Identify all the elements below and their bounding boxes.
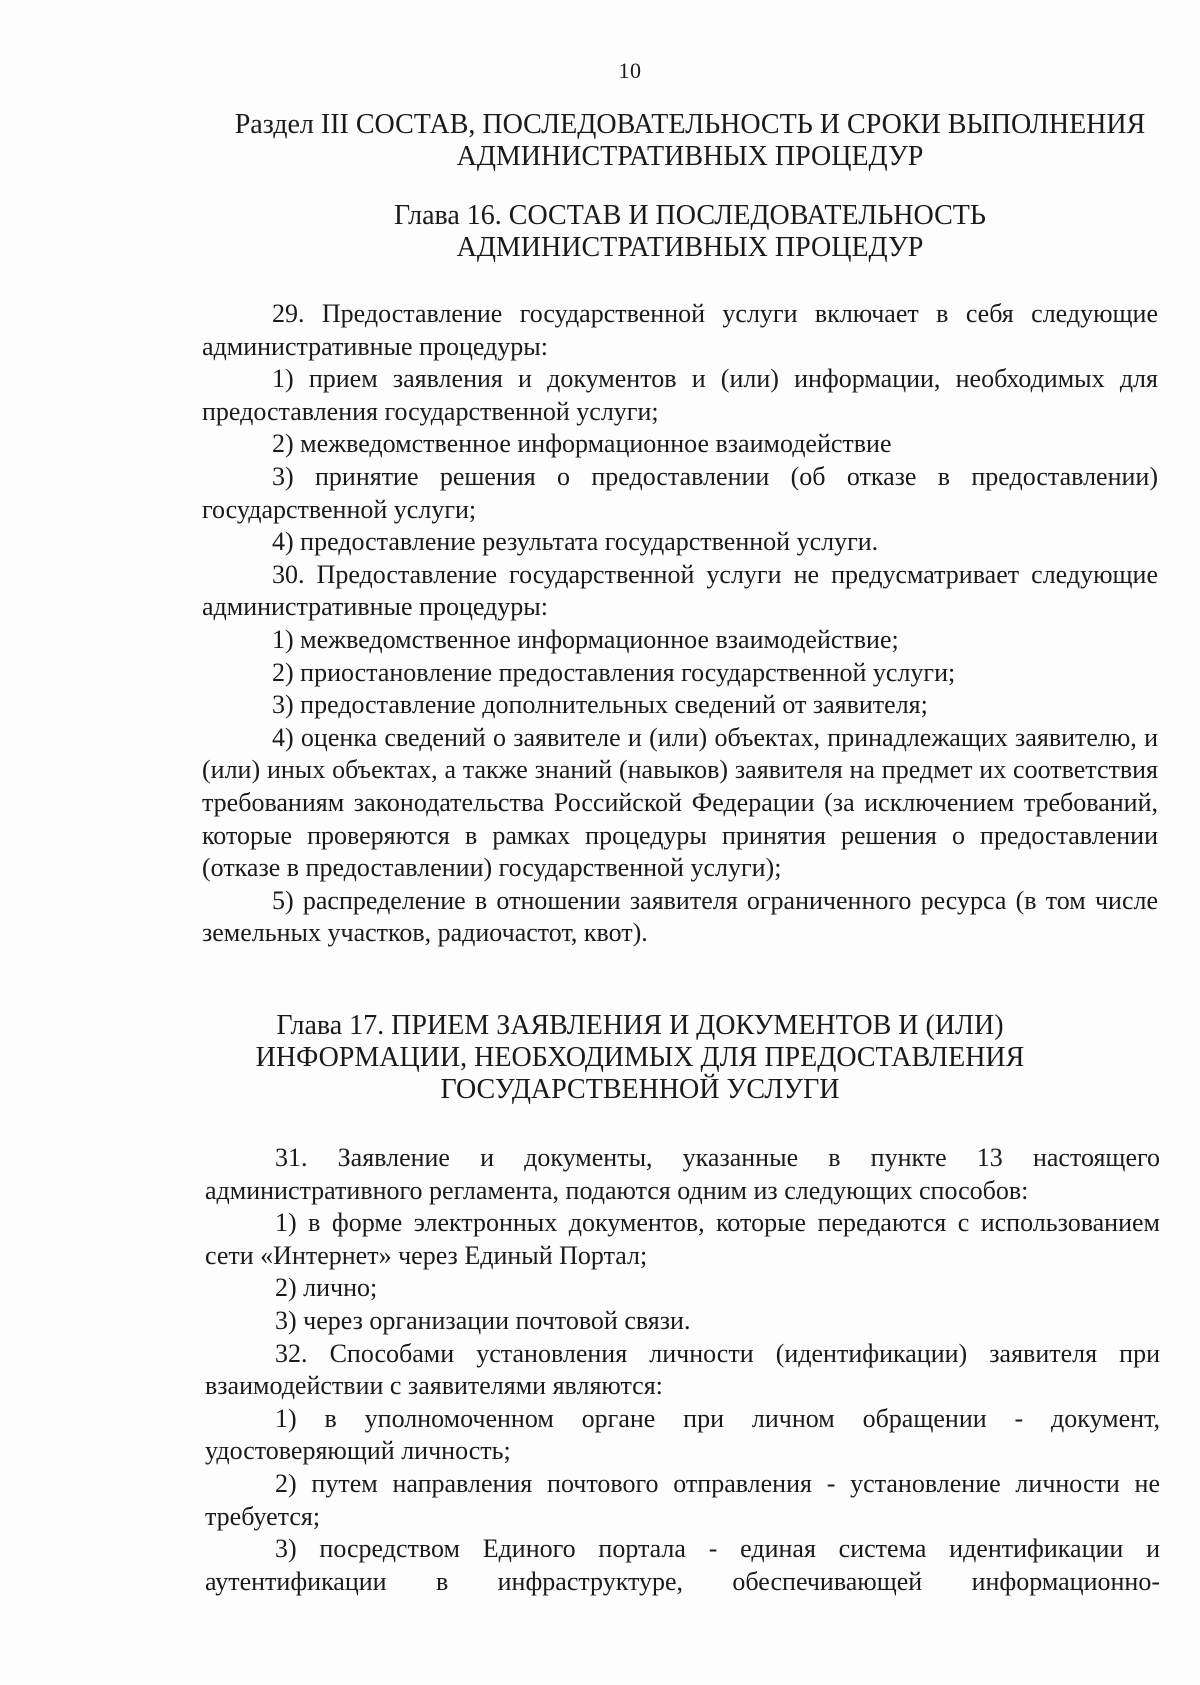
chapter-17-heading-line-3: ГОСУДАРСТВЕННОЙ УСЛУГИ — [440, 1074, 840, 1105]
section-heading-line-2: АДМИНИСТРАТИВНЫХ ПРОЦЕДУР — [456, 141, 924, 172]
list-item: 5) распределение в отношении заявителя ограниченного ресурса (в том числе земельных участков, радиочастот, квот). — [202, 885, 1158, 948]
list-item: 2) лично; — [275, 1273, 378, 1303]
chapter-17-heading-line-1: Глава 17. ПРИЕМ ЗАЯВЛЕНИЯ И ДОКУМЕНТОВ И (ИЛИ) — [276, 1010, 1004, 1041]
chapter-16-heading — [190, 200, 1190, 264]
list-item: 4) оценка сведений о заявителе и (или) объектах, принадлежащих заявителю, и (или) иных объектах, а также знаний (навыков) заявителя на предмет их соответствия требованиям законодательства Российской Федерации (за исключением требований, которые проверяются в рамках процедуры принятия решения о предоставлении (отказе в предоставлении) государственной услуги); — [202, 722, 1158, 883]
paragraph-31: 31. Заявление и документы, указанные в пункте 13 настоящего административного регламента, подаются одним из следующих способов: — [205, 1143, 1160, 1205]
list-item: 1) прием заявления и документов и (или) информации, необходимых для предоставления государственной услуги; — [202, 364, 1158, 426]
list-item: 3) посредством Единого портала - единая система идентификации и аутентификации в инфраструктуре, обеспечивающей информационно- — [205, 1534, 1160, 1596]
chapter-16-heading-line-2: АДМИНИСТРАТИВНЫХ ПРОЦЕДУР — [456, 232, 924, 263]
paragraph-29: 29. Предоставление государственной услуги включает в себя следующие административные процедуры: — [202, 299, 1158, 361]
paragraph-30: 30. Предоставление государственной услуги не предусматривает следующие административные процедуры: — [202, 559, 1158, 622]
list-item: 3) предоставление дополнительных сведений от заявителя; — [272, 690, 928, 720]
chapter-16-body — [202, 298, 1158, 950]
list-item: 2) путем направления почтового отправления - установление личности не требуется; — [205, 1468, 1160, 1531]
list-item: 3) через организации почтовой связи. — [275, 1305, 691, 1335]
list-item: 1) в уполномоченном органе при личном обращении - документ, удостоверяющий личность; — [205, 1403, 1160, 1466]
chapter-17-heading-line-2: ИНФОРМАЦИИ, НЕОБХОДИМЫХ ДЛЯ ПРЕДОСТАВЛЕНИЯ — [255, 1042, 1025, 1073]
list-item: 4) предоставление результата государственной услуги. — [272, 527, 879, 557]
chapter-17-heading — [200, 1010, 1080, 1106]
list-item: 1) в форме электронных документов, которые передаются с использованием сети «Интернет» через Единый Портал; — [205, 1208, 1160, 1270]
list-item: 2) приостановление предоставления государственной услуги; — [272, 657, 956, 687]
chapter-17-body — [205, 1142, 1160, 1598]
list-item: 2) межведомственное информационное взаимодействие — [272, 429, 892, 459]
section-heading — [190, 109, 1190, 173]
page-number: 10 — [618, 58, 642, 83]
list-item: 3) принятие решения о предоставлении (об отказе в предоставлении) государственной услуги; — [202, 461, 1158, 524]
section-heading-line-1: Раздел III СОСТАВ, ПОСЛЕДОВАТЕЛЬНОСТЬ И СРОКИ ВЫПОЛНЕНИЯ — [234, 109, 1146, 140]
paragraph-32: 32. Способами установления личности (идентификации) заявителя при взаимодействии с заявителями являются: — [205, 1338, 1160, 1401]
chapter-16-heading-line-1: Глава 16. СОСТАВ И ПОСЛЕДОВАТЕЛЬНОСТЬ — [394, 200, 986, 231]
list-item: 1) межведомственное информационное взаимодействие; — [272, 624, 899, 654]
